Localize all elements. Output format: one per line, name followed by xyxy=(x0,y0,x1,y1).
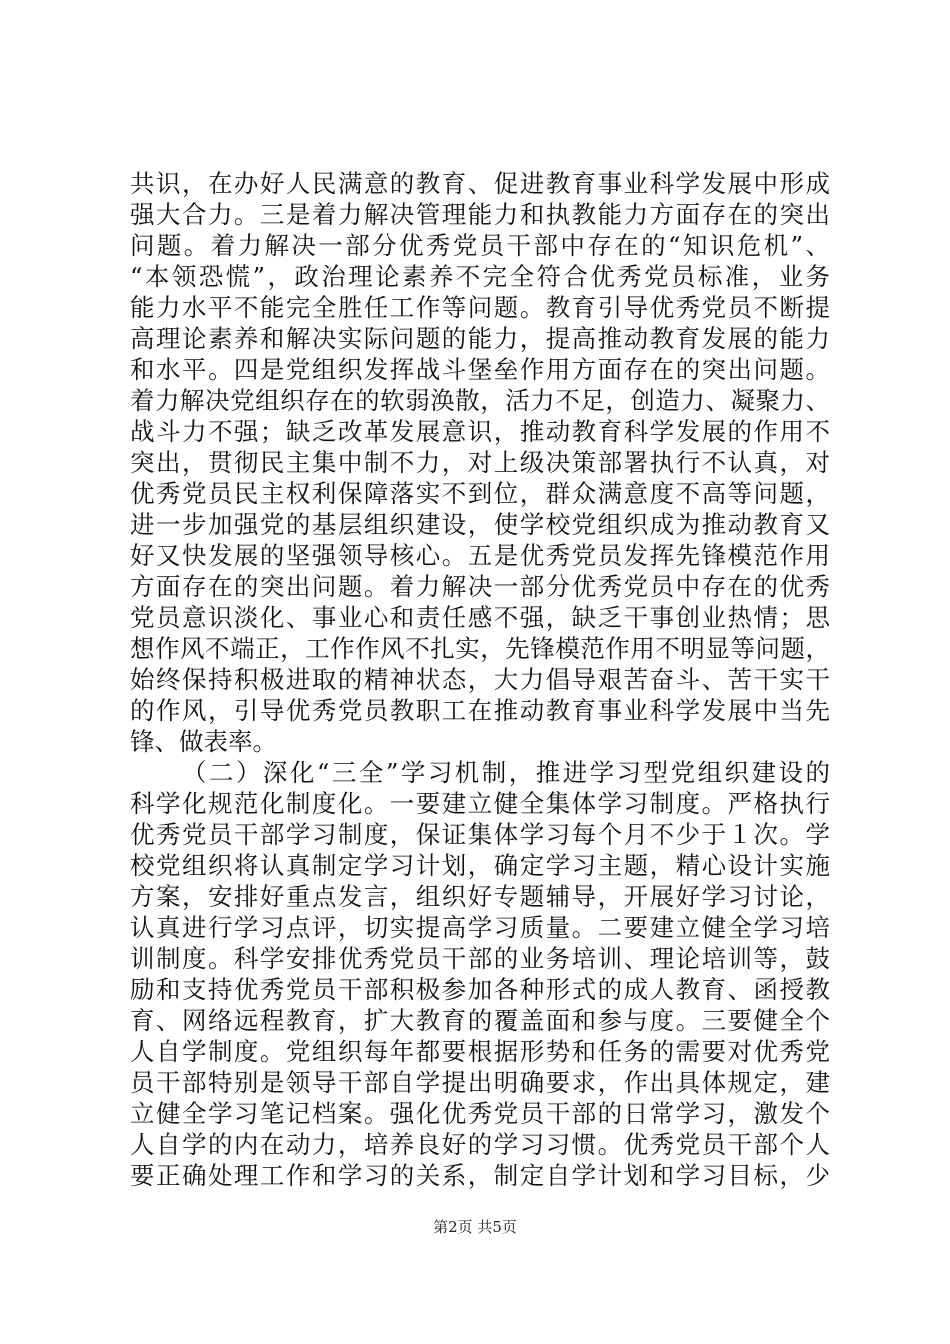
text-line: 训制度。科学安排优秀党员干部的业务培训、理论培训等，鼓 xyxy=(130,944,830,973)
text-line: 战斗力不强；缺乏改革发展意识，推动教育科学发展的作用不 xyxy=(130,417,830,446)
text-line: 人自学的内在动力，培养良好的学习习惯。优秀党员干部个人 xyxy=(130,1130,830,1159)
text-line: 育、网络远程教育，扩大教育的覆盖面和参与度。三要健全个 xyxy=(130,1006,830,1035)
text-line: 员干部特别是领导干部自学提出明确要求，作出具体规定，建 xyxy=(130,1068,830,1097)
text-line: 党员意识淡化、事业心和责任感不强，缺乏干事创业热情；思 xyxy=(130,603,830,632)
document-body xyxy=(130,168,830,1191)
text-line: 励和支持优秀党员干部积极参加各种形式的成人教育、函授教 xyxy=(130,975,830,1004)
section-heading-line: （二）深化“三全”学习机制，推进学习型党组织建设的 xyxy=(182,758,830,787)
text-line: 要正确处理工作和学习的关系，制定自学计划和学习目标，少 xyxy=(130,1161,830,1190)
text-line: 问题。着力解决一部分优秀党员干部中存在的“知识危机”、 xyxy=(130,231,830,260)
text-line: 优秀党员干部学习制度，保证集体学习每个月不少于１次。学 xyxy=(130,820,830,849)
text-line: 锋、做表率。 xyxy=(130,727,277,756)
text-line: 始终保持积极进取的精神状态，大力倡导艰苦奋斗、苦干实干 xyxy=(130,665,830,694)
text-line: 校党组织将认真制定学习计划，确定学习主题，精心设计实施 xyxy=(130,851,830,880)
text-line: 认真进行学习点评，切实提高学习质量。二要建立健全学习培 xyxy=(130,913,830,942)
text-line: 人自学制度。党组织每年都要根据形势和任务的需要对优秀党 xyxy=(130,1037,830,1066)
text-line: 和水平。四是党组织发挥战斗堡垒作用方面存在的突出问题。 xyxy=(130,355,830,384)
text-line: 进一步加强党的基层组织建设，使学校党组织成为推动教育又 xyxy=(130,510,830,539)
page-number-footer: 第2页 共5页 xyxy=(433,1218,517,1236)
text-line: 高理论素养和解决实际问题的能力，提高推动教育发展的能力 xyxy=(130,324,830,353)
text-line: 优秀党员民主权利保障落实不到位，群众满意度不高等问题， xyxy=(130,479,830,508)
text-line: 方案，安排好重点发言，组织好专题辅导，开展好学习讨论， xyxy=(130,882,830,911)
text-line: 科学化规范化制度化。一要建立健全集体学习制度。严格执行 xyxy=(130,789,830,818)
text-line: 着力解决党组织存在的软弱涣散，活力不足，创造力、凝聚力、 xyxy=(130,386,830,415)
text-line: “本领恐慌”，政治理论素养不完全符合优秀党员标准，业务 xyxy=(130,262,830,291)
text-line: 想作风不端正，工作作风不扎实，先锋模范作用不明显等问题， xyxy=(130,634,830,663)
text-line: 方面存在的突出问题。着力解决一部分优秀党员中存在的优秀 xyxy=(130,572,830,601)
text-line: 突出，贯彻民主集中制不力，对上级决策部署执行不认真，对 xyxy=(130,448,830,477)
text-line: 共识，在办好人民满意的教育、促进教育事业科学发展中形成 xyxy=(130,169,830,198)
text-line: 强大合力。三是着力解决管理能力和执教能力方面存在的突出 xyxy=(130,200,830,229)
text-line: 立健全学习笔记档案。强化优秀党员干部的日常学习，激发个 xyxy=(130,1099,830,1128)
text-line: 能力水平不能完全胜任工作等问题。教育引导优秀党员不断提 xyxy=(130,293,830,322)
text-line: 好又快发展的坚强领导核心。五是优秀党员发挥先锋模范作用 xyxy=(130,541,830,570)
text-line: 的作风，引导优秀党员教职工在推动教育事业科学发展中当先 xyxy=(130,696,830,725)
